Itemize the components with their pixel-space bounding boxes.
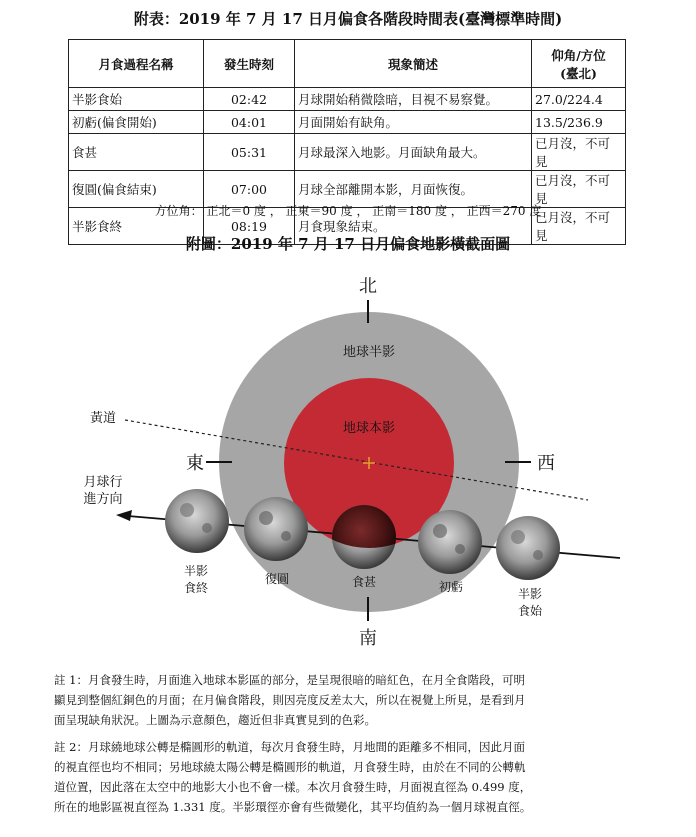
note-2-line: 的視直徑也均不相同；另地球繞太陽公轉是橢圓形的軌道，月食發生時，由於在不同的公轉軌: [54, 760, 526, 774]
cell-description: 月球開始稍微陰暗，目視不易察覺。: [295, 88, 532, 111]
cell-stage: 半影食始: [69, 88, 204, 111]
header-altitude-azimuth-line1: 仰角/方位: [551, 47, 606, 63]
note-2: [54, 737, 654, 817]
note-1-line: 註 1：月食發生時，月面進入地球本影區的部分，是呈現很暗的暗紅色，在月全食階段，可明: [54, 673, 525, 687]
header-description: 現象簡述: [295, 40, 532, 88]
cell-time: 04:01: [204, 111, 295, 134]
moon-label-partial-end: 復圓: [264, 572, 290, 586]
moon-partial-begin: [418, 510, 482, 574]
cell-altitude-azimuth: 13.5/236.9: [532, 111, 626, 134]
west-label: 西: [537, 453, 555, 474]
moon-direction-label-line1: 月球行: [83, 475, 123, 490]
cell-stage: 食甚: [69, 134, 204, 171]
note-2-line: 註 2：月球繞地球公轉是橢圓形的軌道，每次月食發生時，月地間的距離多不相同，因此月面: [54, 740, 525, 754]
cell-altitude-azimuth: 已月沒，不可見: [532, 171, 626, 208]
cell-stage: 初虧(偏食開始): [69, 111, 204, 134]
moon-greatest-eclipse: [332, 505, 396, 569]
cell-altitude-azimuth: 已月沒，不可見: [532, 134, 626, 171]
table-title: 附表：2019 年 7 月 17 日月偏食各階段時間表(臺灣標準時間): [133, 10, 563, 28]
note-1-line: 面呈現缺角狀況。上圖為示意顏色，趨近但非真實見到的色彩。: [54, 713, 376, 727]
cell-altitude-azimuth: 27.0/224.4: [532, 88, 626, 111]
header-stage: 月食過程名稱: [69, 40, 204, 88]
umbra-label: 地球本影: [342, 421, 396, 436]
cell-time: 02:42: [204, 88, 295, 111]
cell-description: 月球全部離開本影，月面恢復。: [295, 171, 532, 208]
note-2-line: 所在的地影區視直徑為 1.331 度。半影環徑亦會有些微變化，其平均值約為一個月球視直徑。: [54, 800, 532, 814]
azimuth-note: 方位角： 正北＝0 度 ， 正東＝90 度 ， 正南＝180 度 ， 正西＝270 度: [154, 204, 542, 218]
cell-description: 月球最深入地影。月面缺角最大。: [295, 134, 532, 171]
cell-time: 05:31: [204, 134, 295, 171]
note-1: [54, 670, 654, 730]
cell-time: 07:00: [204, 171, 295, 208]
moon-label-greatest: 食甚: [351, 575, 377, 589]
penumbra-label: 地球半影: [342, 345, 396, 360]
header-time: 發生時刻: [204, 40, 295, 88]
cell-stage: 復圓(偏食結束): [69, 171, 204, 208]
header-altitude-azimuth-line2: (臺北): [560, 65, 597, 81]
moon-penumbral-end: [165, 489, 229, 553]
ecliptic-label: 黃道: [89, 411, 117, 426]
cell-stage: 半影食終: [69, 208, 204, 245]
moon-direction-label-line2: 進方向: [83, 492, 123, 507]
moon-label-partial-begin: 初虧: [438, 580, 464, 594]
south-label: 南: [359, 628, 377, 649]
north-label: 北: [359, 276, 377, 297]
moon-label-penumbral-begin-line2: 食始: [517, 604, 543, 618]
cell-altitude-azimuth: 已月沒，不可見: [532, 208, 626, 245]
cell-time: 08:19: [204, 208, 295, 245]
moon-penumbral-begin: [496, 516, 560, 580]
cell-description: 月食現象結束。: [295, 208, 532, 245]
figure-title: 附圖：2019 年 7 月 17 日月偏食地影橫截面圖: [185, 235, 511, 253]
moon-label-penumbral-end-line1: 半影: [183, 564, 209, 578]
moon-label-penumbral-end-line2: 食終: [183, 581, 209, 595]
moon-partial-end: [244, 497, 308, 561]
note-2-line: 道位置，因此落在太空中的地影大小也不會一樣。本次月食發生時，月面視直徑為 0.499 度，: [54, 780, 532, 794]
note-1-line: 顯見到整個紅銅色的月面；在月偏食階段，則因亮度反差太大，所以在視覺上所見，是看到月: [54, 693, 526, 707]
moon-label-penumbral-begin-line1: 半影: [517, 587, 543, 601]
cell-description: 月面開始有缺角。: [295, 111, 532, 134]
east-label: 東: [186, 453, 204, 474]
moon-direction-arrowhead: [116, 510, 132, 521]
